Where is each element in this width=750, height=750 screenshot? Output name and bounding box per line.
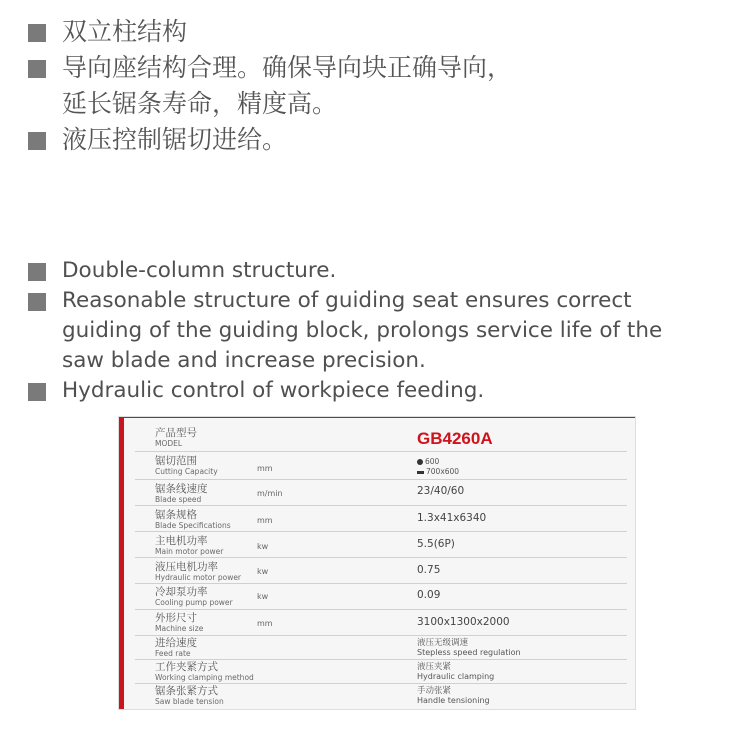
spec-label <box>155 686 224 706</box>
spec-value: 23/40/60 <box>417 485 465 497</box>
spec-value: 5.5(6P) <box>417 538 455 550</box>
spec-label-cn: 主电机功率 <box>155 535 208 547</box>
spec-unit: mm <box>257 464 273 473</box>
feature-text: guiding of the guiding block, prolongs service life of the <box>62 318 663 343</box>
feature-item-continuation <box>28 86 728 122</box>
square-bullet-icon <box>28 293 46 311</box>
feature-item-continuation <box>28 346 728 376</box>
spec-label <box>155 456 218 476</box>
spec-label-en: Machine size <box>155 624 204 633</box>
spec-row <box>135 660 627 684</box>
feature-text: Double-column structure. <box>62 258 337 283</box>
spec-value-cn: 液压夹紧 <box>417 662 452 672</box>
spec-label-cn: 工作夹紧方式 <box>155 661 218 673</box>
spec-label-cn: 产品型号 <box>155 427 197 439</box>
capacity-rect: 700x600 <box>426 467 460 476</box>
spec-label <box>155 662 254 682</box>
spec-label <box>155 536 223 556</box>
spec-unit: mm <box>257 619 273 628</box>
spec-row <box>135 636 627 660</box>
spec-unit: m/min <box>257 489 283 498</box>
spec-label-cn: 进给速度 <box>155 637 197 649</box>
feature-item <box>28 376 728 406</box>
spec-row-model <box>135 427 627 452</box>
spec-value: 3100x1300x2000 <box>417 616 510 628</box>
spec-table-accent-bar <box>119 417 124 709</box>
spec-row <box>135 684 627 706</box>
spec-unit: kw <box>257 567 269 576</box>
feature-list-chinese <box>28 14 728 158</box>
spec-label-en: Main motor power <box>155 547 224 556</box>
capacity-round: 600 <box>425 457 440 466</box>
spec-label-cn: 锯条规格 <box>155 509 197 521</box>
feature-item-continuation <box>28 316 728 346</box>
spec-label-cn: 锯条线速度 <box>155 483 208 495</box>
feature-list-english <box>28 256 728 406</box>
spec-unit: kw <box>257 592 269 601</box>
spec-value: 0.75 <box>417 564 441 576</box>
round-section-icon <box>417 459 423 465</box>
spec-label <box>155 510 231 530</box>
feature-text: Reasonable structure of guiding seat ensures correct <box>62 288 632 313</box>
spec-label-en: Cooling pump power <box>155 598 233 607</box>
spec-label-cn: 锯条张紧方式 <box>155 685 218 697</box>
square-bullet-icon <box>28 383 46 401</box>
spec-unit: mm <box>257 516 273 525</box>
spec-label-cn: 液压电机功率 <box>155 561 218 573</box>
feature-item <box>28 122 728 158</box>
spec-row <box>135 452 627 480</box>
spec-label-en: Feed rate <box>155 649 191 658</box>
spec-label-cn: 外形尺寸 <box>155 612 197 624</box>
spec-label <box>155 613 203 633</box>
feature-text: 导向座结构合理。确保导向块正确导向， <box>62 53 513 82</box>
model-value: GB4260A <box>417 429 493 448</box>
spec-label <box>155 587 233 607</box>
feature-text: saw blade and increase precision. <box>62 348 426 373</box>
spec-label-en: Cutting Capacity <box>155 467 218 476</box>
feature-item <box>28 286 728 316</box>
spec-value-en: Hydraulic clamping <box>417 672 495 681</box>
spec-label <box>155 428 197 448</box>
spec-value <box>417 638 521 657</box>
spec-value <box>417 662 494 681</box>
spec-label-en: Blade speed <box>155 495 202 504</box>
spec-value-cn: 液压无级调速 <box>417 638 469 648</box>
spec-label-en: Saw blade tension <box>155 697 224 706</box>
spec-row <box>135 558 627 584</box>
feature-text: 延长锯条寿命，精度高。 <box>62 89 338 118</box>
spec-row <box>135 506 627 532</box>
spec-table-top-rule <box>124 417 635 418</box>
feature-text: 液压控制锯切进给。 <box>62 125 288 154</box>
spec-label <box>155 562 241 582</box>
spec-row <box>135 532 627 558</box>
spec-row <box>135 480 627 506</box>
square-bullet-icon <box>28 132 46 150</box>
feature-text: Hydraulic control of workpiece feeding. <box>62 378 485 403</box>
spec-label-en: MODEL <box>155 439 183 448</box>
spec-label-cn: 锯切范围 <box>155 455 197 467</box>
spec-value-cn: 手动张紧 <box>417 686 452 696</box>
spec-row <box>135 610 627 636</box>
spec-label-en: Blade Specifications <box>155 521 231 530</box>
spec-label-cn: 冷却泵功率 <box>155 586 208 598</box>
spec-label <box>155 484 208 504</box>
spec-value: 0.09 <box>417 589 441 601</box>
spec-table <box>118 416 636 710</box>
spec-label-en: Working clamping method <box>155 673 254 682</box>
square-bullet-icon <box>28 263 46 281</box>
feature-item <box>28 50 728 86</box>
capacity-value <box>417 457 459 477</box>
feature-text: 双立柱结构 <box>62 17 188 46</box>
spec-value-en: Stepless speed regulation <box>417 648 521 657</box>
spec-value <box>417 686 490 705</box>
feature-item <box>28 14 728 50</box>
spec-unit: kw <box>257 542 269 551</box>
spec-label-en: Hydraulic motor power <box>155 573 242 582</box>
square-bullet-icon <box>28 24 46 42</box>
spec-value-en: Handle tensioning <box>417 696 490 705</box>
square-bullet-icon <box>28 60 46 78</box>
spec-label <box>155 638 197 658</box>
spec-row <box>135 584 627 610</box>
feature-item <box>28 256 728 286</box>
spec-value: 1.3x41x6340 <box>417 512 487 524</box>
rect-section-icon <box>417 471 424 474</box>
